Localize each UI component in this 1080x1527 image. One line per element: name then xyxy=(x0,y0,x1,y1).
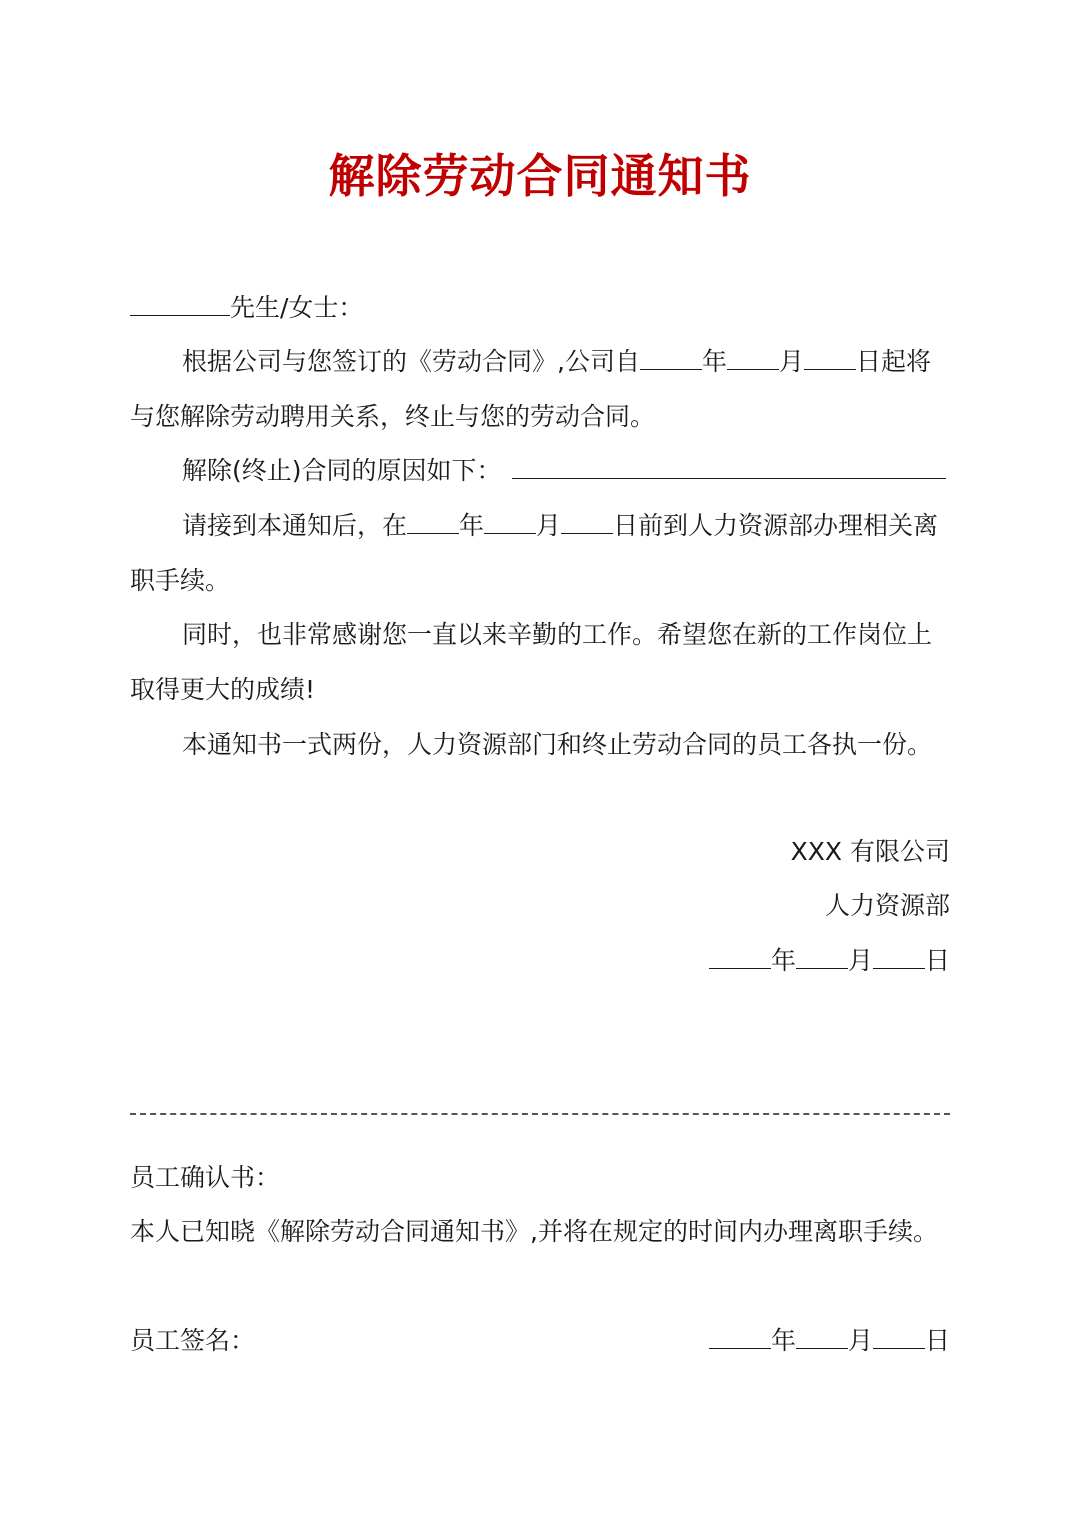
confirm-year-blank[interactable] xyxy=(709,1322,771,1349)
confirm-month-blank[interactable] xyxy=(796,1322,848,1349)
company-name: XXX 有限公司 xyxy=(790,837,950,866)
employee-sign-date xyxy=(709,1321,950,1361)
start-day-blank[interactable] xyxy=(804,343,856,370)
start-year-blank[interactable] xyxy=(640,343,702,370)
sign-day-blank[interactable] xyxy=(873,942,925,969)
reason-line xyxy=(182,451,946,491)
confirm-text: 本人已知晓《解除劳动合同通知书》,并将在规定的时间内办理离职手续。 xyxy=(130,1217,938,1246)
reason-label: 解除(终止)合同的原因如下： xyxy=(182,456,502,485)
year-label: 年 xyxy=(459,511,485,540)
para1-line1 xyxy=(182,342,931,382)
year-label: 年 xyxy=(701,347,727,376)
sign-year-blank[interactable] xyxy=(709,942,771,969)
salutation: 先生/女士： xyxy=(230,293,364,322)
cut-line-divider xyxy=(130,1113,950,1115)
para1-text-b: 日起将 xyxy=(855,347,931,376)
deadline-month-blank[interactable] xyxy=(484,507,536,534)
page-title: 解除劳动合同通知书 xyxy=(328,149,752,203)
para2-text-b: 日前到人力资源部办理相关离 xyxy=(613,511,939,540)
para4-line: 本通知书一式两份，人力资源部门和终止劳动合同的员工各执一份。 xyxy=(182,730,933,759)
para3-line2: 取得更大的成绩! xyxy=(130,675,316,704)
para1-text-a: 根据公司与您签订的《劳动合同》,公司自 xyxy=(182,347,640,376)
para1-line2: 与您解除劳动聘用关系，终止与您的劳动合同。 xyxy=(130,402,656,431)
signature-date xyxy=(709,941,950,981)
day-label: 日 xyxy=(924,1326,950,1355)
month-label: 月 xyxy=(536,511,562,540)
month-label: 月 xyxy=(847,1326,873,1355)
month-label: 月 xyxy=(847,946,873,975)
deadline-day-blank[interactable] xyxy=(561,507,613,534)
deadline-year-blank[interactable] xyxy=(407,507,459,534)
para2-line2: 职手续。 xyxy=(130,566,231,595)
employee-sign-label: 员工签名： xyxy=(130,1326,256,1355)
sign-month-blank[interactable] xyxy=(796,942,848,969)
name-blank[interactable] xyxy=(130,289,230,316)
reason-blank[interactable] xyxy=(512,452,946,479)
year-label: 年 xyxy=(770,1326,796,1355)
para3-line1: 同时，也非常感谢您一直以来辛勤的工作。希望您在新的工作岗位上 xyxy=(182,620,933,649)
start-month-blank[interactable] xyxy=(727,343,779,370)
month-label: 月 xyxy=(778,347,804,376)
confirm-heading: 员工确认书： xyxy=(130,1163,281,1192)
para2-text-a: 请接到本通知后，在 xyxy=(182,511,408,540)
confirm-day-blank[interactable] xyxy=(873,1322,925,1349)
salutation-line xyxy=(130,288,363,328)
department-name: 人力资源部 xyxy=(824,891,950,920)
day-label: 日 xyxy=(924,946,950,975)
para2-line1 xyxy=(182,506,938,546)
year-label: 年 xyxy=(770,946,796,975)
